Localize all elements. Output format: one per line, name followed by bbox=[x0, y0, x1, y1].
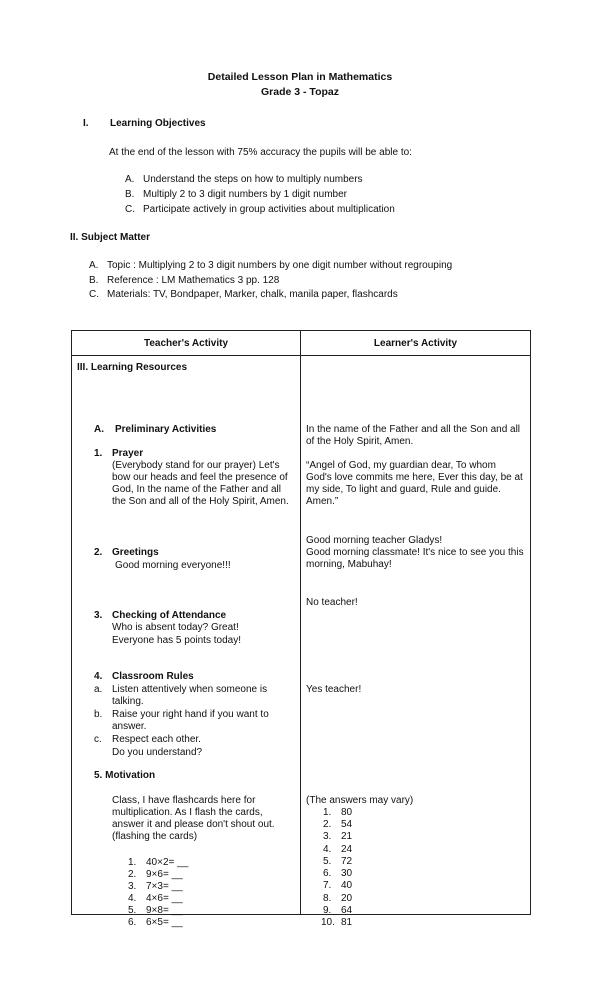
answer-item: 72 bbox=[341, 856, 353, 867]
prayer-text: (Everybody stand for our prayer) Let's bow our heads and feel the presence of God, In the name of the Father and all the Son and all of the Holy Spirit, Amen. bbox=[112, 460, 289, 507]
subject-item: Topic : Multiplying 2 to 3 digit numbers by one digit number without regrouping bbox=[107, 260, 453, 271]
prayer-num: 1. bbox=[94, 448, 103, 459]
learner-column bbox=[301, 356, 531, 928]
greetings-num: 2. bbox=[94, 547, 103, 558]
lesson-table bbox=[71, 330, 531, 928]
objectives-intro: At the end of the lesson with 75% accuracy the pupils will be able to: bbox=[109, 147, 412, 158]
rules-question: Do you understand? bbox=[112, 747, 203, 758]
answer-num: 8. bbox=[323, 893, 332, 904]
answer-item: 80 bbox=[341, 807, 353, 818]
attendance-num: 3. bbox=[94, 610, 103, 621]
greetings-text: Good morning everyone!!! bbox=[115, 560, 231, 571]
rules-num: 4. bbox=[94, 671, 103, 682]
learner-attendance-response: No teacher! bbox=[306, 597, 358, 608]
rule-item: Listen attentively when someone is talking. bbox=[112, 684, 268, 707]
answer-item: 30 bbox=[341, 868, 353, 879]
flashcard-item: 9×8= __ bbox=[146, 905, 183, 916]
flashcard-item: 40×2= __ bbox=[146, 857, 189, 868]
answer-item: 20 bbox=[341, 893, 353, 904]
rules-label: Classroom Rules bbox=[112, 671, 194, 682]
rule-letter: c. bbox=[94, 734, 102, 745]
rule-letter: b. bbox=[94, 709, 103, 720]
flashcard-item: 9×6= __ bbox=[146, 869, 183, 880]
rule-item: Respect each other. bbox=[112, 734, 201, 745]
subject-matter-heading: II. Subject Matter bbox=[70, 232, 151, 243]
answer-item: 81 bbox=[341, 917, 353, 928]
greetings-label: Greetings bbox=[112, 547, 159, 558]
attendance-line1: Who is absent today? Great! bbox=[112, 622, 239, 633]
subject-letter: A. bbox=[89, 260, 99, 271]
answer-num: 5. bbox=[323, 856, 332, 867]
flashcard-item: 4×6= __ bbox=[146, 893, 183, 904]
objective-letter: C. bbox=[125, 204, 135, 215]
subject-letter: C. bbox=[89, 289, 99, 300]
flashcard-item: 6×5= __ bbox=[146, 917, 183, 928]
answer-num: 6. bbox=[323, 868, 332, 879]
objectives-numeral: I. bbox=[83, 118, 89, 129]
document-subtitle: Grade 3 - Topaz bbox=[261, 86, 339, 98]
preliminary-label: Preliminary Activities bbox=[115, 424, 217, 435]
learner-activity-header: Learner's Activity bbox=[301, 331, 531, 356]
answer-item: 24 bbox=[341, 844, 353, 855]
objective-letter: B. bbox=[125, 189, 135, 200]
answer-item: 40 bbox=[341, 880, 353, 891]
subject-item: Materials: TV, Bondpaper, Marker, chalk, manila paper, flashcards bbox=[107, 289, 398, 300]
objectives-heading: Learning Objectives bbox=[110, 118, 206, 129]
teacher-activity-header: Teacher's Activity bbox=[72, 331, 301, 356]
objective-item: Multiply 2 to 3 digit numbers by 1 digit number bbox=[143, 189, 347, 200]
answer-num: 10. bbox=[321, 917, 335, 928]
objective-item: Understand the steps on how to multiply numbers bbox=[143, 174, 363, 185]
answer-num: 4. bbox=[323, 844, 332, 855]
answer-item: 21 bbox=[341, 831, 353, 842]
flashcard-num: 6. bbox=[128, 917, 137, 928]
answer-num: 9. bbox=[323, 905, 332, 916]
objective-item: Participate actively in group activities about multiplication bbox=[143, 204, 395, 215]
answer-num: 2. bbox=[323, 819, 332, 830]
objective-letter: A. bbox=[125, 174, 135, 185]
flashcard-num: 3. bbox=[128, 881, 137, 892]
answers-intro: (The answers may vary) bbox=[306, 795, 414, 806]
flashcard-num: 4. bbox=[128, 893, 137, 904]
flashcard-num: 2. bbox=[128, 869, 137, 880]
learner-greeting-teacher: Good morning teacher Gladys! bbox=[306, 535, 443, 546]
rule-item: Raise your right hand if you want to answer. bbox=[112, 709, 269, 732]
subject-letter: B. bbox=[89, 275, 99, 286]
answer-num: 7. bbox=[323, 880, 332, 891]
flashcard-item: 7×3= __ bbox=[146, 881, 183, 892]
answer-num: 1. bbox=[323, 807, 332, 818]
flashcard-num: 1. bbox=[128, 857, 137, 868]
rule-letter: a. bbox=[94, 684, 103, 695]
attendance-line2: Everyone has 5 points today! bbox=[112, 635, 241, 646]
answer-item: 64 bbox=[341, 905, 353, 916]
answer-item: 54 bbox=[341, 819, 353, 830]
motivation-label: 5. Motivation bbox=[94, 770, 156, 781]
attendance-label: Checking of Attendance bbox=[112, 610, 227, 621]
learning-resources-heading: III. Learning Resources bbox=[77, 362, 188, 373]
preliminary-letter: A. bbox=[94, 424, 104, 435]
document-title: Detailed Lesson Plan in Mathematics bbox=[207, 71, 393, 83]
teacher-column bbox=[72, 356, 301, 928]
subject-item: Reference : LM Mathematics 3 pp. 128 bbox=[107, 275, 280, 286]
learner-greeting-classmate: Good morning classmate! It's nice to see you this morning, Mabuhay! bbox=[306, 547, 524, 570]
learner-response-prayer-intro: In the name of the Father and all the Son and all of the Holy Spirit, Amen. bbox=[306, 424, 521, 447]
learner-rules-response: Yes teacher! bbox=[306, 684, 362, 695]
answer-num: 3. bbox=[323, 831, 332, 842]
flashcard-num: 5. bbox=[128, 905, 137, 916]
learner-prayer-text: “Angel of God, my guardian dear, To whom God's love commits me here, Ever this day, be at my side, To light and guard, Rule and guide. Amen.” bbox=[306, 460, 523, 507]
prayer-label: Prayer bbox=[112, 448, 144, 459]
motivation-text: Class, I have flashcards here for multiplication. As I flash the cards, answer it and please don't shout out. (flashing the cards) bbox=[112, 795, 275, 842]
